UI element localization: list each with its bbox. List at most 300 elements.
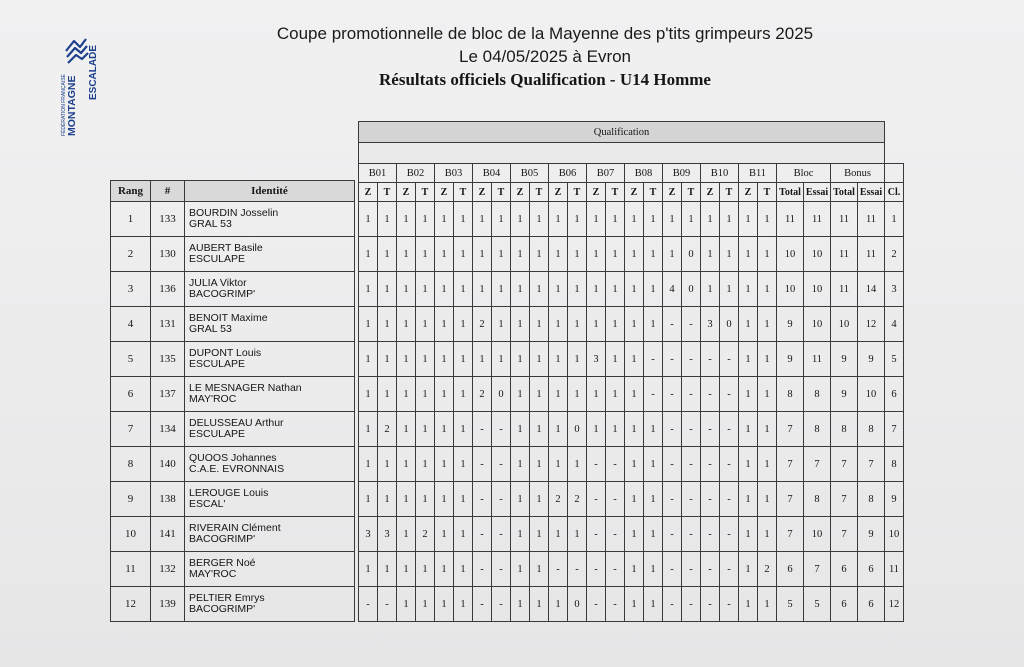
bloc-total-cell: 7 [777,482,804,517]
bib-cell: 135 [151,342,185,377]
athlete-club: BACOGRIMP' [189,533,256,545]
athlete-club: ESCULAPE [189,428,246,440]
top-cell: 1 [644,272,663,307]
top-cell: - [606,552,625,587]
rank-cell: 10 [111,517,151,552]
zone-cell: 1 [435,482,454,517]
top-cell: 1 [454,272,473,307]
zone-cell: 1 [359,202,378,237]
zone-cell: 4 [663,272,682,307]
athlete-club: ESCULAPE [189,253,246,265]
zone-cell: 3 [359,517,378,552]
top-cell: 1 [758,237,777,272]
zone-cell: 1 [663,237,682,272]
top-cell: 1 [758,587,777,622]
top-cell: 1 [530,342,549,377]
bloc-total-cell: 10 [777,272,804,307]
zone-cell: 1 [739,237,758,272]
boulder-header: B06 [549,164,587,183]
boulder-header: B08 [625,164,663,183]
athlete-name: BERGER Noé [189,557,256,569]
top-cell: 1 [378,552,397,587]
bloc-total-cell: 5 [777,587,804,622]
bloc-total-cell: 7 [777,517,804,552]
top-cell: 1 [416,307,435,342]
top-cell: 2 [758,552,777,587]
zone-cell: 1 [397,237,416,272]
top-cell: - [682,482,701,517]
top-cell: 1 [568,202,587,237]
top-cell: 1 [758,412,777,447]
zone-cell: - [359,587,378,622]
zone-cell: 1 [739,412,758,447]
bloc-total-header: Total [777,183,804,202]
bloc-essai-cell: 7 [804,552,831,587]
table-row [359,202,904,237]
athlete-club: BACOGRIMP' [189,288,256,300]
top-header: T [530,183,549,202]
zone-cell: 1 [397,447,416,482]
top-cell: 1 [530,307,549,342]
bonus-essai-cell: 6 [858,552,885,587]
top-cell: 1 [492,342,511,377]
qualification-header: Qualification [359,122,885,143]
bloc-essai-header: Essai [804,183,831,202]
top-cell: 1 [530,377,549,412]
top-cell: 1 [454,342,473,377]
zone-cell: 1 [359,377,378,412]
logo-small-text: FÉDÉRATION FRANÇAISE [61,74,67,136]
top-cell: 1 [378,272,397,307]
top-cell: 1 [606,202,625,237]
top-cell: 1 [454,377,473,412]
zone-cell: 1 [625,307,644,342]
table-row [359,482,904,517]
zone-cell: 1 [625,587,644,622]
bloc-essai-cell: 10 [804,272,831,307]
bonus-total-cell: 6 [831,552,858,587]
top-cell: 1 [720,237,739,272]
top-cell: 1 [378,307,397,342]
zone-cell: 1 [587,377,606,412]
zone-cell: 2 [473,377,492,412]
zone-cell: 1 [473,342,492,377]
zone-cell: 1 [739,517,758,552]
athlete-name: AUBERT Basile [189,242,263,254]
table-row [111,342,355,377]
bib-cell: 136 [151,272,185,307]
top-cell: 1 [530,587,549,622]
top-header: T [606,183,625,202]
top-cell: 1 [530,202,549,237]
top-cell: 1 [454,552,473,587]
top-cell: 2 [416,517,435,552]
top-cell: 1 [568,342,587,377]
athlete-name: BOURDIN Josselin [189,207,279,219]
zone-cell: 1 [701,237,720,272]
top-cell: 1 [530,412,549,447]
top-cell: - [492,482,511,517]
athlete-name: LEROUGE Louis [189,487,269,499]
top-header: T [492,183,511,202]
zone-header: Z [663,183,682,202]
zone-cell: 1 [397,342,416,377]
zone-cell: 1 [435,412,454,447]
bonus-total-cell: 11 [831,237,858,272]
zone-cell: - [473,552,492,587]
zone-cell: 1 [435,237,454,272]
bonus-essai-cell: 9 [858,517,885,552]
bloc-header: Bloc [777,164,831,183]
zone-header: Z [473,183,492,202]
identity-cell [185,237,355,272]
bonus-total-cell: 7 [831,482,858,517]
top-cell: 1 [758,342,777,377]
athlete-club: MAY'ROC [189,393,237,405]
top-header: T [682,183,701,202]
zone-cell: 1 [397,377,416,412]
athlete-club: ESCULAPE [189,358,246,370]
top-cell: - [644,342,663,377]
zone-cell: 1 [625,272,644,307]
bloc-total-cell: 10 [777,237,804,272]
identity-cell [185,202,355,237]
zone-cell: 1 [587,272,606,307]
top-cell: 1 [454,447,473,482]
zone-cell: 1 [511,482,530,517]
table-row [111,272,355,307]
identity-cell [185,447,355,482]
top-cell: 1 [758,377,777,412]
cl-cell: 1 [885,202,904,237]
top-cell: 1 [568,307,587,342]
top-cell: 0 [568,587,587,622]
zone-cell: 1 [359,482,378,517]
top-cell: - [492,412,511,447]
zone-cell: 1 [435,307,454,342]
bonus-essai-header: Essai [858,183,885,202]
zone-cell: 1 [473,237,492,272]
top-cell: 1 [378,342,397,377]
bonus-total-cell: 8 [831,412,858,447]
top-cell: 1 [568,447,587,482]
athlete-name: BENOIT Maxime [189,312,268,324]
top-cell: 1 [568,517,587,552]
top-cell: 1 [530,482,549,517]
table-row [111,412,355,447]
table-row [359,307,904,342]
top-cell: - [606,447,625,482]
athlete-club: BACOGRIMP' [189,603,256,615]
zone-cell: 1 [397,517,416,552]
bonus-essai-cell: 8 [858,482,885,517]
top-cell: 0 [720,307,739,342]
top-cell: 1 [492,237,511,272]
top-cell: 1 [720,272,739,307]
zone-header: Z [549,183,568,202]
top-cell: - [606,482,625,517]
table-row [359,587,904,622]
top-cell: 1 [568,272,587,307]
bib-cell: 140 [151,447,185,482]
top-cell: 1 [720,202,739,237]
zone-cell: 1 [511,237,530,272]
top-cell: 1 [492,202,511,237]
table-row [359,237,904,272]
top-cell: 1 [454,412,473,447]
zone-cell: - [663,377,682,412]
identity-cell [185,587,355,622]
zone-cell: - [473,412,492,447]
zone-cell: 1 [511,272,530,307]
cl-cell: 6 [885,377,904,412]
bib-cell: 131 [151,307,185,342]
top-cell: 1 [530,272,549,307]
bib-cell: 134 [151,412,185,447]
table-row [111,587,355,622]
top-cell: 1 [758,482,777,517]
top-cell: - [720,587,739,622]
bonus-total-cell: 10 [831,307,858,342]
bonus-total-cell: 9 [831,342,858,377]
top-cell: - [720,447,739,482]
top-cell: - [492,587,511,622]
zone-cell: - [701,482,720,517]
table-row [359,272,904,307]
top-header: T [416,183,435,202]
zone-cell: 1 [359,412,378,447]
bloc-essai-cell: 11 [804,202,831,237]
bonus-essai-cell: 10 [858,377,885,412]
zone-cell: 1 [435,272,454,307]
boulder-header: B11 [739,164,777,183]
top-cell: 1 [606,377,625,412]
top-cell: - [720,412,739,447]
zone-cell: 1 [739,377,758,412]
top-cell: - [682,342,701,377]
top-cell: - [568,552,587,587]
logo-main-text: MONTAGNE [66,75,78,136]
zone-cell: 2 [473,307,492,342]
zone-cell: 1 [625,517,644,552]
top-cell: - [682,447,701,482]
zone-cell: 1 [397,552,416,587]
zone-cell: - [701,342,720,377]
top-cell: - [644,377,663,412]
top-cell: 0 [682,237,701,272]
table-row [111,377,355,412]
zone-header: Z [397,183,416,202]
bloc-essai-cell: 11 [804,342,831,377]
top-cell: - [492,517,511,552]
bloc-essai-cell: 8 [804,482,831,517]
top-cell: 1 [492,272,511,307]
identity-cell [185,272,355,307]
boulder-header: B01 [359,164,397,183]
boulder-header: B10 [701,164,739,183]
top-header: T [720,183,739,202]
zone-cell: 1 [511,377,530,412]
top-cell: 1 [644,517,663,552]
top-cell: 1 [416,412,435,447]
top-cell: 1 [492,307,511,342]
zone-cell: 1 [549,202,568,237]
bloc-essai-cell: 8 [804,377,831,412]
bonus-essai-cell: 11 [858,237,885,272]
top-cell: 1 [758,517,777,552]
top-cell: 1 [378,237,397,272]
top-cell: 1 [530,552,549,587]
top-cell: 1 [758,307,777,342]
athlete-club: ESCAL' [189,498,226,510]
top-cell: 1 [606,307,625,342]
bib-cell: 138 [151,482,185,517]
zone-header: Z [625,183,644,202]
top-cell: - [720,517,739,552]
top-header: T [568,183,587,202]
athlete-name: PELTIER Emrys [189,592,265,604]
rank-cell: 7 [111,412,151,447]
zone-cell: 1 [549,342,568,377]
top-cell: 1 [454,202,473,237]
zone-cell: - [473,447,492,482]
bloc-essai-cell: 10 [804,517,831,552]
top-cell: - [606,517,625,552]
bloc-total-cell: 7 [777,447,804,482]
zone-header: Z [511,183,530,202]
bloc-total-cell: 11 [777,202,804,237]
cl-cell: 8 [885,447,904,482]
top-cell: - [720,552,739,587]
zone-cell: 1 [625,237,644,272]
zone-cell: 1 [511,307,530,342]
top-cell: 1 [378,447,397,482]
zone-cell: 1 [511,552,530,587]
rank-cell: 3 [111,272,151,307]
top-header: T [758,183,777,202]
zone-cell: 1 [739,202,758,237]
top-cell: 1 [454,482,473,517]
zone-cell: - [701,517,720,552]
zone-cell: 1 [435,342,454,377]
top-cell: 3 [378,517,397,552]
zone-cell: 1 [435,587,454,622]
top-cell: 1 [758,272,777,307]
blank-header-row [359,143,885,164]
zone-cell: - [587,587,606,622]
cl-cell: 9 [885,482,904,517]
top-cell: - [682,517,701,552]
bloc-essai-cell: 5 [804,587,831,622]
identity-cell [185,517,355,552]
bib-cell: 137 [151,377,185,412]
zone-cell: 1 [511,412,530,447]
rank-cell: 5 [111,342,151,377]
zone-cell: 1 [359,552,378,587]
zone-cell: 1 [359,237,378,272]
zone-cell: 1 [625,377,644,412]
table-row [111,202,355,237]
identity-header: Identité [185,181,355,202]
rank-cell: 2 [111,237,151,272]
top-cell: 1 [454,307,473,342]
identity-table [110,180,355,622]
bonus-essai-cell: 6 [858,587,885,622]
bonus-essai-cell: 12 [858,307,885,342]
zone-cell: 1 [701,202,720,237]
zone-cell: 1 [511,587,530,622]
top-cell: - [606,587,625,622]
zone-cell: 1 [397,482,416,517]
zone-cell: 1 [435,377,454,412]
boulder-header: B05 [511,164,549,183]
top-cell: 1 [644,447,663,482]
boulder-header: B09 [663,164,701,183]
zone-header: Z [701,183,720,202]
zone-cell: 1 [739,482,758,517]
table-row [359,447,904,482]
zone-cell: - [549,552,568,587]
zone-cell: 1 [663,202,682,237]
zone-cell: - [587,552,606,587]
boulder-header: B07 [587,164,625,183]
bonus-essai-cell: 7 [858,447,885,482]
top-cell: 1 [378,202,397,237]
zone-cell: 3 [587,342,606,377]
bib-header: # [151,181,185,202]
bib-cell: 141 [151,517,185,552]
zone-cell: 1 [739,447,758,482]
top-cell: 2 [568,482,587,517]
zone-cell: 1 [549,587,568,622]
zone-cell: 1 [511,447,530,482]
bonus-essai-cell: 9 [858,342,885,377]
top-cell: 1 [378,482,397,517]
top-cell: 1 [568,237,587,272]
bloc-essai-cell: 7 [804,447,831,482]
bib-cell: 139 [151,587,185,622]
cl-cell: 4 [885,307,904,342]
rank-cell: 12 [111,587,151,622]
table-row [359,377,904,412]
zone-cell: - [663,587,682,622]
zone-cell: 1 [549,272,568,307]
zone-cell: 1 [549,447,568,482]
identity-cell [185,482,355,517]
zone-cell: 1 [549,412,568,447]
zone-cell: - [587,447,606,482]
zone-cell: - [473,517,492,552]
bonus-total-header: Total [831,183,858,202]
zone-cell: 1 [587,202,606,237]
zone-cell: 1 [739,552,758,587]
bonus-header: Bonus [831,164,885,183]
bonus-total-cell: 11 [831,202,858,237]
zone-cell: 1 [625,482,644,517]
top-cell: 1 [644,307,663,342]
cl-cell: 10 [885,517,904,552]
athlete-name: JULIA Viktor [189,277,247,289]
zone-cell: 1 [359,272,378,307]
top-cell: 1 [606,342,625,377]
table-row [111,447,355,482]
boulder-header: B03 [435,164,473,183]
zone-cell: - [701,587,720,622]
bonus-total-cell: 11 [831,272,858,307]
top-cell: 1 [530,517,549,552]
top-cell: 1 [644,482,663,517]
athlete-club: MAY'ROC [189,568,237,580]
